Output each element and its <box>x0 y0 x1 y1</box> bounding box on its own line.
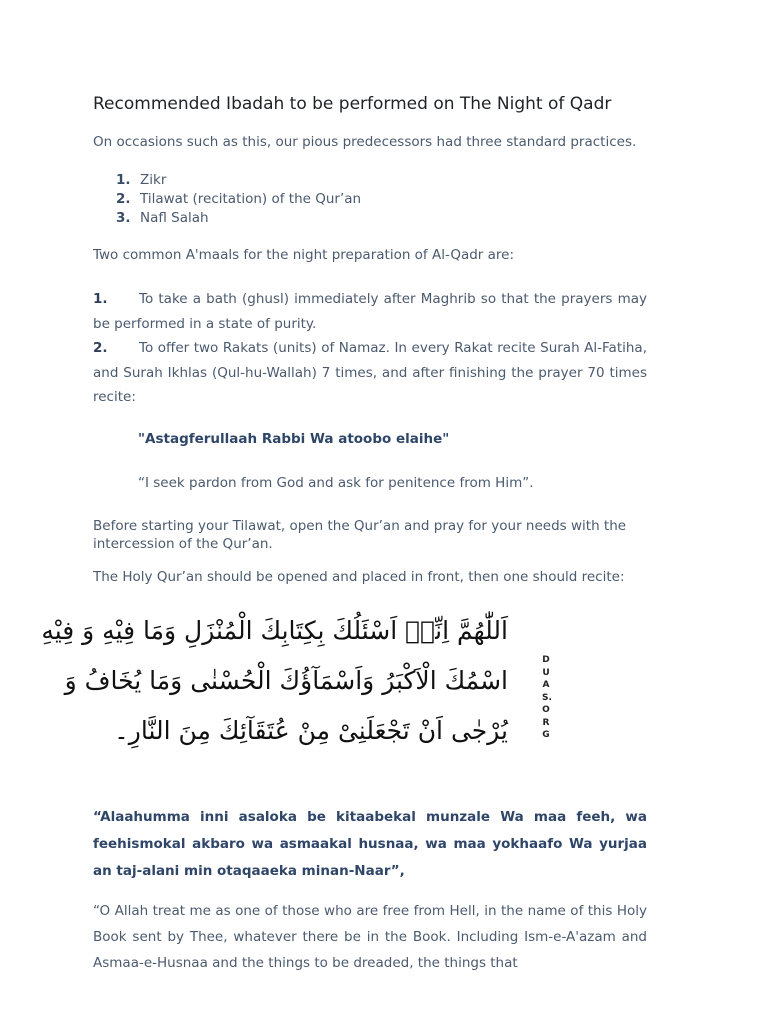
transliteration: “Alaahumma inni asaloka be kitaabekal munzale Wa maa feeh, wa feehismokal akbaro wa asmaakal husnaa, wa maa yokhaafo Wa yurjaa an taj-alani min otaqaaeka minan-Naar”, <box>93 809 647 879</box>
page-title: Recommended Ibadah to be performed on The Night of Qadr <box>93 94 612 114</box>
list-item: 3. Nafl Salah <box>116 210 209 226</box>
list-item: 1. Zikr <box>116 172 167 188</box>
amaals-intro: Two common A'maals for the night preparation of Al-Qadr are: <box>93 247 515 263</box>
istighfar-translation: “I seek pardon from God and ask for penitence from Him”. <box>138 475 534 491</box>
translation: “O Allah treat me as one of those who are free from Hell, in the name of this Holy Book sent by Thee, whatever there be in the Book. Including Ism-e-A'azam and Asmaa-e-Husnaa and the things to be dreaded, the things that <box>93 903 647 971</box>
quran-paragraph: The Holy Qur’an should be opened and placed in front, then one should recite: <box>93 569 625 585</box>
tilawat-paragraph: Before starting your Tilawat, open the Qur’an and pray for your needs with the intercession of the Qur’an. <box>93 518 627 552</box>
arabic-line: اسْمُكَ الْاَكْبَرُ وَاَسْمَآؤُكَ الْحُسْنٰى وَمَا يُخَافُ وَ <box>64 666 508 695</box>
watermark: DUAS.ORG <box>542 655 552 740</box>
intro-text: On occasions such as this, our pious predecessors had three standard practices. <box>93 134 637 150</box>
arabic-line: اَللّٰهُمَّ اِنِّىۤ اَسْئَلُكَ بِكِتَابِكَ الْمُنْزَلِ وَمَا فِيْهِ وَ فِيْهِ <box>41 616 508 645</box>
amaal-item: 1. To take a bath (ghusl) immediately after Maghrib so that the prayers may be performed in a state of purity. <box>93 291 647 332</box>
list-item: 2. Tilawat (recitation) of the Qur’an <box>116 191 362 207</box>
arabic-line: يُرْجٰى اَنْ تَجْعَلَنِىْ مِنْ عُتَقَآئِكَ مِنَ النَّارِ۔ <box>114 716 508 745</box>
amaal-item: 2. To offer two Rakats (units) of Namaz. In every Rakat recite Surah Al-Fatiha, and Surah Ikhlas (Qul-hu-Wallah) 7 times, and after finishing the prayer 70 times recite: <box>93 340 647 405</box>
istighfar-text: "Astagferullaah Rabbi Wa atoobo elaihe" <box>138 431 450 447</box>
